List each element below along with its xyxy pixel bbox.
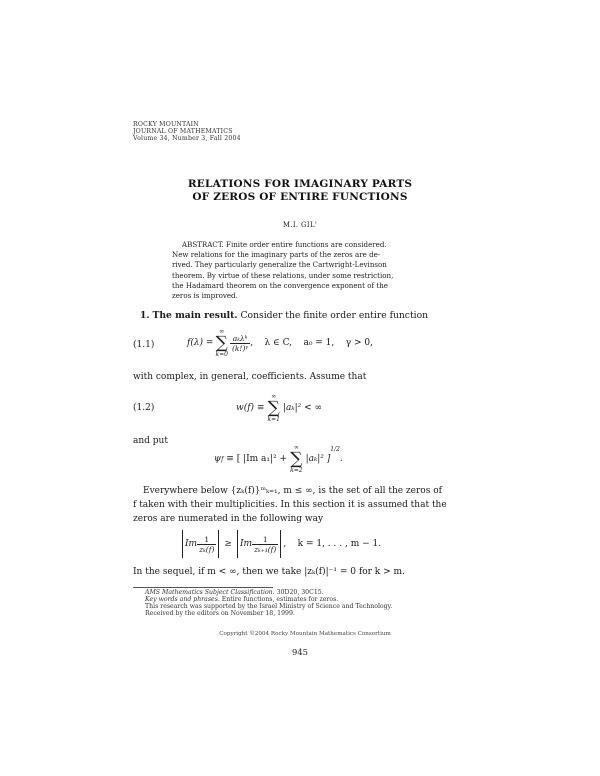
sigma-icon: ∑ <box>267 397 280 418</box>
paragraph-line: f taken with their multiplicities. In this section it is assumed that the <box>133 500 447 511</box>
eq1-lhs: f(λ) = <box>187 338 214 348</box>
abstract-label: ABSTRACT. <box>182 240 224 249</box>
section-intro: Consider the finite order entire function <box>240 310 429 321</box>
abstract-line: New relations for the imaginary parts of the zeros are de- <box>172 250 381 260</box>
paper-title <box>0 178 600 204</box>
section-title: The main result. <box>152 310 238 321</box>
abstract-line: theorem. By virtue of these relations, under some restriction, <box>172 270 394 280</box>
footnote-received: Received by the editors on November 18, 1999. <box>145 610 295 618</box>
equation-number-1-1: (1.1) <box>133 340 155 350</box>
journal-header <box>133 121 241 143</box>
summation: ∞ ∑ k=2 <box>290 443 303 474</box>
journal-name-line2: JOURNAL OF MATHEMATICS <box>133 128 233 136</box>
footnotes <box>145 589 392 617</box>
author: M.I. GIL' <box>282 221 318 229</box>
paragraph-text: In the sequel, if m < ∞, then we take |zₖ(f)|⁻¹ = 0 for k > m. <box>133 567 405 577</box>
section-heading <box>140 310 428 321</box>
copyright: Copyright ©2004 Rocky Mountain Mathematics Consortium <box>219 631 391 637</box>
title-line1: RELATIONS FOR IMAGINARY PARTS <box>187 178 413 190</box>
abstract <box>172 240 394 301</box>
title-line2: OF ZEROS OF ENTIRE FUNCTIONS <box>192 191 408 203</box>
sigma-icon: ∑ <box>290 448 303 469</box>
paragraph <box>133 484 463 527</box>
summation: ∞ ∑ k=0 <box>215 327 228 358</box>
equation-psi: ψ f ≡ [ |Im a₁|² + ∞ ∑ k=2 |aₖ|² ] 1/2 . <box>214 443 343 474</box>
footnote-classification: AMS Mathematics Subject Classification. 30D20, 30C15. <box>145 589 324 596</box>
eq2-lhs: w(f) ≡ <box>236 403 265 413</box>
paragraph-text: with complex, in general, coefficients. Assume that <box>133 372 367 382</box>
equation-1-1 <box>187 326 373 360</box>
eq1-conditions: , λ ∈ C, a₀ = 1, γ > 0, <box>250 338 373 348</box>
paragraph-line: zeros are numerated in the following way <box>133 514 324 525</box>
footnote-funding: This research was supported by the Israel Ministry of Science and Technology. <box>145 603 393 611</box>
abstract-line: zeros is improved. <box>172 291 238 301</box>
journal-volume: Volume 34, Number 3, Fall 2004 <box>133 135 241 143</box>
sigma-icon: ∑ <box>215 332 228 353</box>
summation: ∞ ∑ k=1 <box>267 392 280 423</box>
page-number: 945 <box>292 647 308 657</box>
equation-ordering: Im $\frac{1}{\text{zₖ(f)}}$ ≥ Im $\frac{1}{\text{zₖ₊₁(f)}}$ , k = 1, . . . , m − 1. <box>180 528 381 560</box>
equation-number-1-2: (1.2) <box>133 403 155 413</box>
footnote-divider <box>133 587 273 588</box>
abstract-line: rived. They particularly generalize the Cartwright-Levinson <box>172 260 387 270</box>
footnote-keywords: Key words and phrases. Entire functions, estimates for zeros. <box>145 596 339 604</box>
fraction: $\frac{1}{\text{zₖ₊₁(f)}}$ <box>254 534 277 554</box>
fraction: $\frac{1}{\text{zₖ(f)}}$ <box>199 534 215 554</box>
abstract-line: ABSTRACT. Finite order entire functions are considered. <box>182 240 387 249</box>
equation-1-2 <box>236 391 322 425</box>
paragraph-text: and put <box>133 436 168 446</box>
abstract-line: the Hadamard theorem on the convergence exponent of the <box>172 280 388 290</box>
section-number: 1. <box>140 310 150 321</box>
journal-name-line1: ROCKY MOUNTAIN <box>133 121 199 128</box>
paragraph-line: Everywhere below {zₖ(f)}ᵐₖ₌₁, m ≤ ∞, is the set of all the zeros of <box>143 486 442 496</box>
eq2-body: |aₖ|² < ∞ <box>282 403 323 413</box>
fraction: $\frac{\text{aₖλᵏ}}{\text{(k!)ᵞ}}$ <box>231 333 249 353</box>
